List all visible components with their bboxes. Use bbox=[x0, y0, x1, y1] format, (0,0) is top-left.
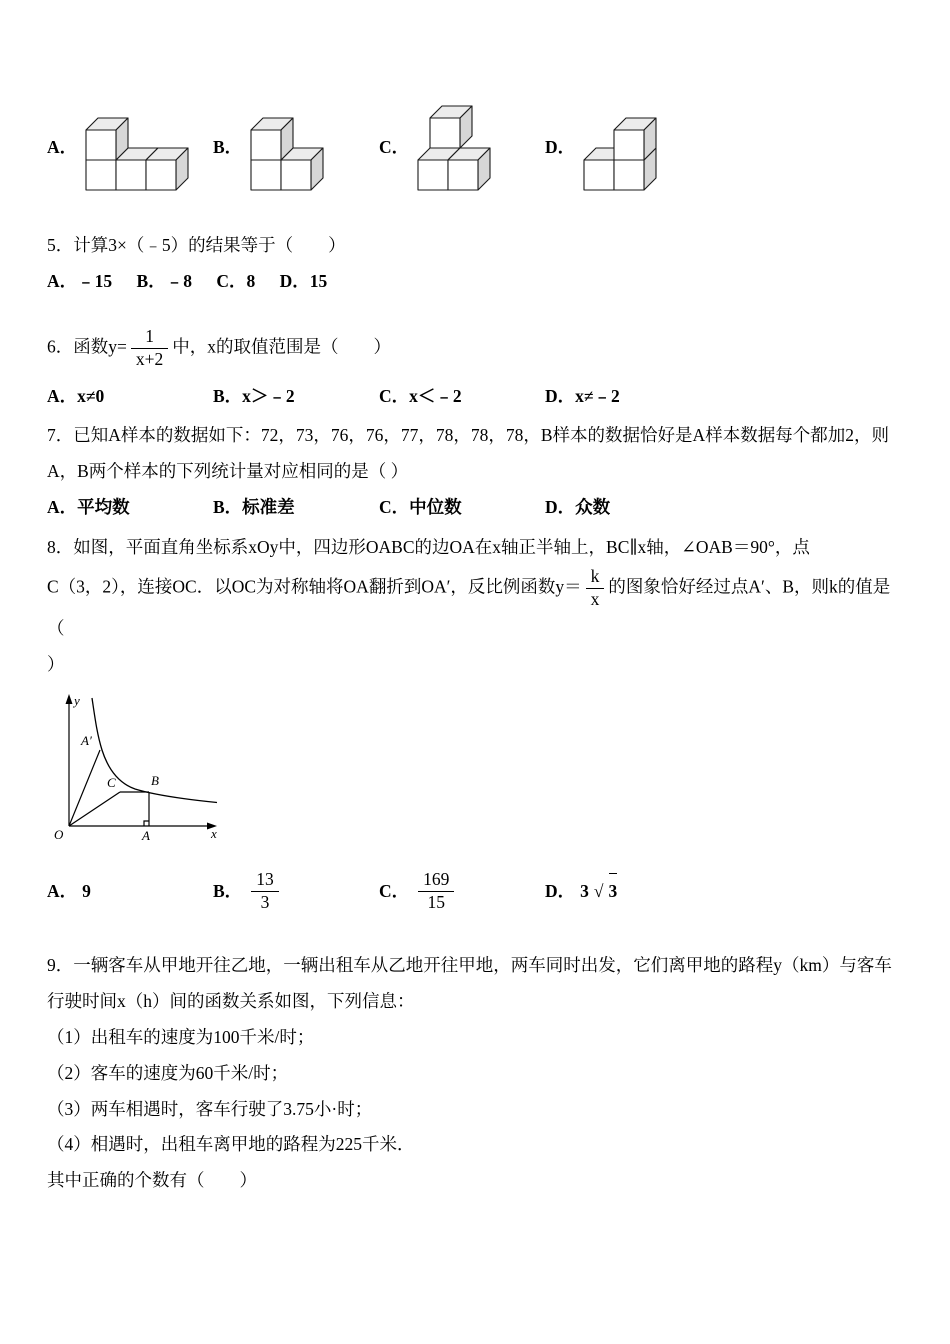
q5-option-c: C．8 bbox=[216, 270, 256, 291]
question-8-line1: 8．如图，平面直角坐标系xOy中，四边形OABC的边OA在x轴正半轴上，BC∥x轴，∠OAB＝90°，点 bbox=[47, 537, 810, 557]
question-9-closing: 其中正确的个数有（ ） bbox=[47, 1170, 257, 1191]
q8-option-b-label: B． bbox=[213, 880, 243, 901]
question-9-item-1: （1）出租车的速度为100千米/时； bbox=[47, 1026, 315, 1047]
question-8-options bbox=[47, 869, 900, 914]
question-6 bbox=[47, 326, 900, 415]
question-9-item-2: （2）客车的速度为60千米/时； bbox=[47, 1062, 289, 1083]
point-c-label: C bbox=[107, 775, 116, 791]
q7-option-a: A．平均数 bbox=[47, 497, 130, 518]
q4-option-d-label: D． bbox=[545, 137, 576, 158]
q6-option-a: A．x≠0 bbox=[47, 385, 105, 406]
y-axis-label: y bbox=[74, 693, 80, 709]
q8-option-b-fraction bbox=[251, 869, 279, 914]
q7-option-d: D．众数 bbox=[545, 497, 611, 518]
question-7-line2: A，B两个样本的下列统计量对应相同的是（ ） bbox=[47, 461, 409, 482]
question-7-options bbox=[47, 490, 900, 526]
question-7-line1: 7．已知A样本的数据如下：72，73，76，76，77，78，78，78，B样本的数据恰好是A样本数据每个都加2，则 bbox=[47, 425, 889, 446]
cube-face bbox=[281, 160, 311, 190]
point-a-label: A bbox=[142, 828, 150, 844]
question-5 bbox=[47, 228, 900, 300]
question-8-line2 bbox=[47, 566, 900, 647]
question-9 bbox=[47, 948, 900, 1199]
q8-option-d bbox=[545, 873, 617, 910]
cube-face bbox=[614, 130, 644, 160]
segment-OC bbox=[69, 792, 120, 826]
q8-fraction-numerator: k bbox=[586, 566, 605, 589]
q8-option-d-label: D． bbox=[545, 880, 576, 901]
segment-OA-prime bbox=[69, 750, 100, 826]
q6-option-d: D．x≠﹣2 bbox=[545, 385, 620, 406]
q8-line2-after: 的图象恰好经过点A′、B，则k的值是（ bbox=[47, 576, 891, 638]
q8-option-a bbox=[47, 874, 213, 910]
q7-option-b: B．标准差 bbox=[213, 497, 295, 518]
q5-option-d: D．15 bbox=[279, 270, 328, 291]
q5-option-a: A．﹣15 bbox=[47, 270, 113, 291]
question-5-text: 5．计算3×（﹣5）的结果等于（ ） bbox=[47, 235, 346, 255]
q4-option-a bbox=[47, 102, 213, 194]
q4-option-c-label: C． bbox=[379, 137, 410, 158]
q8-option-c-fraction bbox=[418, 869, 454, 914]
cube-face bbox=[146, 160, 176, 190]
q8-option-d-coefficient: 3 bbox=[580, 880, 589, 901]
q8-figure-wrap bbox=[47, 688, 900, 859]
q8-option-a-value: 9 bbox=[82, 880, 91, 901]
cube-face bbox=[251, 130, 281, 160]
cube-face bbox=[448, 160, 478, 190]
cube-figure-c bbox=[414, 102, 494, 194]
q8-option-c-numerator: 169 bbox=[418, 869, 454, 892]
cube-face bbox=[251, 160, 281, 190]
q6-text-before: 6．函数y= bbox=[47, 336, 127, 357]
question-9-paragraph: 9．一辆客车从甲地开往乙地，一辆出租车从乙地开往甲地，两车同时出发，它们离甲地的路程y（km）与客车行驶时间x（h）间的函数关系如图，下列信息： bbox=[47, 955, 892, 1011]
q6-option-c: C．x＜﹣2 bbox=[379, 385, 462, 406]
q4-option-b-label: B． bbox=[213, 137, 243, 158]
q6-fraction-denominator: x+2 bbox=[135, 348, 164, 369]
q8-option-d-radicand: 3 bbox=[609, 873, 618, 910]
question-9-item-3: （3）两车相遇时，客车行驶了3.75小·时； bbox=[47, 1098, 373, 1119]
origin-label: O bbox=[54, 827, 64, 843]
q6-text-after: 中，x的取值范围是（ ） bbox=[172, 336, 391, 357]
q4-option-d bbox=[545, 102, 660, 194]
point-a-prime-label: A′ bbox=[81, 733, 92, 749]
cube-face bbox=[584, 160, 614, 190]
cube-face bbox=[116, 160, 146, 190]
right-angle-mark bbox=[144, 821, 149, 826]
q6-option-b: B．x＞﹣2 bbox=[213, 385, 295, 406]
y-axis-arrow bbox=[66, 694, 73, 704]
q5-option-b: B．﹣8 bbox=[136, 270, 192, 291]
q8-option-b-denominator: 3 bbox=[260, 892, 270, 913]
question-8 bbox=[47, 530, 900, 914]
q4-option-c bbox=[379, 102, 545, 194]
q6-fraction bbox=[131, 326, 168, 371]
cube-face bbox=[86, 160, 116, 190]
question-9-item-4: （4）相遇时，出租车离甲地的路程为225千米． bbox=[47, 1134, 415, 1155]
q4-option-b bbox=[213, 102, 379, 194]
q8-option-a-label: A． bbox=[47, 880, 78, 901]
question-8-line3: ） bbox=[47, 653, 65, 674]
question-7 bbox=[47, 418, 900, 526]
cube-face bbox=[418, 160, 448, 190]
question-4-options-row bbox=[47, 102, 900, 194]
x-axis-label: x bbox=[211, 826, 217, 842]
q8-option-c bbox=[379, 869, 545, 914]
cube-face bbox=[614, 160, 644, 190]
cube-figure-b bbox=[247, 102, 327, 194]
q8-line2-before: C（3，2），连接OC．以OC为对称轴将OA翻折到OA′，反比例函数y＝ bbox=[47, 576, 582, 597]
radical-sign: √ bbox=[593, 880, 604, 901]
q4-option-a-label: A． bbox=[47, 137, 78, 158]
cube-figure-d bbox=[580, 102, 660, 194]
q8-option-c-denominator: 15 bbox=[427, 892, 446, 913]
q8-fraction bbox=[586, 566, 605, 611]
q8-option-b bbox=[213, 869, 379, 914]
q8-fraction-denominator: x bbox=[590, 588, 600, 609]
q8-option-c-label: C． bbox=[379, 880, 410, 901]
cube-face bbox=[86, 130, 116, 160]
q7-option-c: C．中位数 bbox=[379, 497, 462, 518]
question-6-options bbox=[47, 379, 900, 415]
q6-fraction-numerator: 1 bbox=[131, 326, 168, 349]
question-6-text bbox=[47, 326, 900, 371]
question-5-options bbox=[47, 264, 900, 300]
q8-option-b-numerator: 13 bbox=[251, 869, 279, 892]
cube-face bbox=[430, 118, 460, 148]
q8-coordinate-figure bbox=[47, 688, 232, 846]
cube-figure-a bbox=[82, 102, 192, 194]
point-b-label: B bbox=[151, 773, 159, 789]
